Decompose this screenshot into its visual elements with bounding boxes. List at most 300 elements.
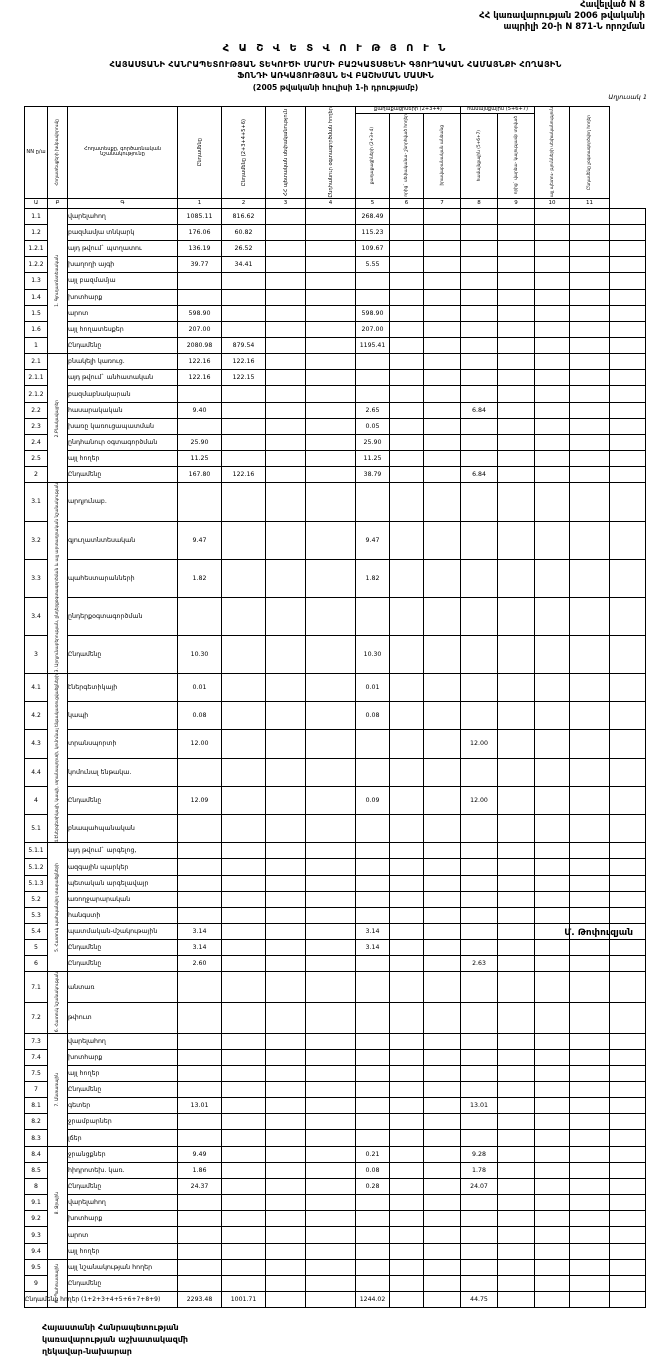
table-row (25, 758, 646, 786)
row-land-type: այլ հողատեսքեր (68, 321, 178, 337)
cell-total: 25.90 (178, 435, 222, 451)
cell-c6 (424, 451, 461, 467)
cell-c3 (306, 758, 356, 786)
cell-c1 (222, 1130, 266, 1146)
cell-c10 (570, 1259, 610, 1275)
cell-c8 (498, 1275, 535, 1291)
cell-c6 (424, 435, 461, 451)
cell-c5 (390, 435, 424, 451)
cell-c6 (424, 224, 461, 240)
cell-c7 (461, 435, 498, 451)
cell-c4: 25.90 (356, 435, 390, 451)
cell-total: 0.01 (178, 673, 222, 701)
cell-c2 (266, 814, 306, 842)
cell-c4: 207.00 (356, 321, 390, 337)
cell-c1 (222, 1211, 266, 1227)
table-row (25, 1082, 646, 1098)
cell-c6 (424, 786, 461, 814)
cell-c2 (266, 1146, 306, 1162)
cell-c9 (535, 559, 570, 597)
cell-c1 (222, 1259, 266, 1275)
cell-c10 (570, 635, 610, 673)
row-number: 2.5 (25, 451, 48, 467)
table-row (25, 597, 646, 635)
cell-c4 (356, 289, 390, 305)
cell-c4 (356, 1049, 390, 1065)
cell-c5 (390, 1114, 424, 1130)
row-number: 2.3 (25, 418, 48, 434)
cell-c1: 816.62 (222, 208, 266, 224)
row-land-type: գյուղատնտեսական (68, 521, 178, 559)
cell-c5 (390, 354, 424, 370)
cell-c6 (424, 257, 461, 273)
cell-c8 (498, 321, 535, 337)
cell-c5 (390, 467, 424, 483)
cell-c6 (424, 418, 461, 434)
grand-total-total: 2293.48 (178, 1291, 222, 1307)
cell-c10 (570, 891, 610, 907)
cell-c9 (535, 467, 570, 483)
cell-c9 (535, 435, 570, 451)
grand-total-c8 (498, 1291, 535, 1307)
cell-c3 (306, 370, 356, 386)
cell-c5 (390, 451, 424, 467)
cell-c4: 11.25 (356, 451, 390, 467)
cell-c1: 34.41 (222, 257, 266, 273)
cell-c9 (535, 597, 570, 635)
cell-c8 (498, 1065, 535, 1081)
cell-total (178, 891, 222, 907)
group-label-text: 6. Հատուկ նշանակության (55, 972, 60, 1033)
table-row (25, 273, 646, 289)
cell-c5 (390, 289, 424, 305)
cell-total: 1.86 (178, 1162, 222, 1178)
cell-c4 (356, 386, 390, 402)
row-land-type: Ընդամենը (68, 467, 178, 483)
cell-c2 (266, 1114, 306, 1130)
table-row (25, 1114, 646, 1130)
cell-c11 (610, 758, 646, 786)
table-row (25, 354, 646, 370)
row-number: 2.4 (25, 435, 48, 451)
row-number: 8.3 (25, 1130, 48, 1146)
row-number: 1.2 (25, 224, 48, 240)
cell-c8 (498, 1002, 535, 1033)
cell-c1 (222, 521, 266, 559)
cell-c11 (610, 908, 646, 924)
cell-c10 (570, 273, 610, 289)
cell-c8 (498, 208, 535, 224)
cell-c7 (461, 940, 498, 956)
cell-c6 (424, 1211, 461, 1227)
cell-c10 (570, 875, 610, 891)
cell-c1: 122.16 (222, 467, 266, 483)
cell-c1 (222, 875, 266, 891)
col-header-community-group (461, 107, 535, 114)
cell-c10 (570, 559, 610, 597)
row-land-type: ջրանցքներ (68, 1146, 178, 1162)
cell-c6 (424, 891, 461, 907)
cell-c7 (461, 208, 498, 224)
cell-c5 (390, 814, 424, 842)
cell-c5 (390, 1002, 424, 1033)
cell-c10 (570, 1114, 610, 1130)
cell-c5 (390, 730, 424, 758)
cell-c2 (266, 257, 306, 273)
cell-c7 (461, 972, 498, 1003)
row-number: 8.5 (25, 1162, 48, 1178)
units-label: Աղյուսակ 1 (608, 93, 647, 101)
row-land-type: խոտհարք (68, 1049, 178, 1065)
cell-c4: 0.05 (356, 418, 390, 434)
cell-c10 (570, 257, 610, 273)
cell-c3 (306, 208, 356, 224)
col-header-no-label: NN ը/ա (26, 148, 46, 155)
cell-c3 (306, 1002, 356, 1033)
row-number: 4.2 (25, 702, 48, 730)
cell-c9 (535, 354, 570, 370)
cell-c11 (610, 1162, 646, 1178)
cell-total (178, 1211, 222, 1227)
col-header-private-label: քաղաքացիների (2+3+4) (374, 106, 442, 112)
cell-c9 (535, 859, 570, 875)
land-fund-table (24, 106, 646, 1308)
cell-total: 12.09 (178, 786, 222, 814)
cell-c5 (390, 786, 424, 814)
cell-c10 (570, 1227, 610, 1243)
cell-c5 (390, 418, 424, 434)
header-row-group (25, 107, 646, 114)
cell-c10 (570, 1130, 610, 1146)
cell-c4: 1.82 (356, 559, 390, 597)
colnum-4: 2 (222, 198, 266, 208)
cell-c1 (222, 451, 266, 467)
row-land-type: հիդրոտեխ. կառ. (68, 1162, 178, 1178)
cell-c4 (356, 1259, 390, 1275)
cell-c10 (570, 956, 610, 972)
row-land-type: թփուտ (68, 1002, 178, 1033)
cell-c2 (266, 730, 306, 758)
cell-c8 (498, 354, 535, 370)
cell-c5 (390, 1259, 424, 1275)
row-number: 1.3 (25, 273, 48, 289)
cell-c4: 9.47 (356, 521, 390, 559)
cell-c1 (222, 1146, 266, 1162)
cell-c6 (424, 1195, 461, 1211)
cell-c6 (424, 924, 461, 940)
cell-c10 (570, 1065, 610, 1081)
table-row (25, 435, 646, 451)
cell-c5 (390, 208, 424, 224)
col-header-name-label: Հողատեսքը, գործառնական նշանակությունը (83, 145, 162, 158)
colnum-11: 9 (498, 198, 535, 208)
col-header-c1-label: Ընդամենը (2+3+4+5+6) (240, 118, 247, 186)
cell-c1 (222, 1162, 266, 1178)
row-number: 9.3 (25, 1227, 48, 1243)
cell-c9 (535, 386, 570, 402)
cell-c1 (222, 673, 266, 701)
cell-c8 (498, 338, 535, 354)
cell-c7: 13.01 (461, 1098, 498, 1114)
row-number: 7.2 (25, 1002, 48, 1033)
cell-c8 (498, 559, 535, 597)
cell-c5 (390, 972, 424, 1003)
cell-c4: 109.67 (356, 240, 390, 256)
grand-total-c6 (424, 1291, 461, 1307)
cell-c10 (570, 240, 610, 256)
cell-c11 (610, 521, 646, 559)
cell-c6 (424, 370, 461, 386)
row-land-type: արոտ (68, 1227, 178, 1243)
cell-c4: 268.49 (356, 208, 390, 224)
table-row (25, 559, 646, 597)
row-land-type: խառը կառուցապատման (68, 418, 178, 434)
cell-c9 (535, 418, 570, 434)
cell-c11 (610, 1002, 646, 1033)
grand-total-c1: 1001.71 (222, 1291, 266, 1307)
cell-c5 (390, 370, 424, 386)
cell-c9 (535, 730, 570, 758)
cell-c8 (498, 451, 535, 467)
cell-c11 (610, 1065, 646, 1081)
cell-c3 (306, 467, 356, 483)
cell-c1 (222, 597, 266, 635)
col-header-c3-label: Ընդհանուր օգտագործման հողեր (327, 107, 334, 198)
cell-c5 (390, 908, 424, 924)
cell-c1 (222, 559, 266, 597)
cell-c3 (306, 1033, 356, 1049)
grand-total-c3 (306, 1291, 356, 1307)
grand-total-c2 (266, 1291, 306, 1307)
cell-c8 (498, 972, 535, 1003)
cell-c9 (535, 370, 570, 386)
col-header-c7-label: համայնքային (5+6+7) (476, 129, 482, 182)
cell-c8 (498, 1227, 535, 1243)
cell-c4 (356, 875, 390, 891)
document-subtitle-1: ՀԱՅԱՍՏԱՆԻ ՀԱՆՐԱՊԵՏՈՒԹՅԱՆ ՏԵԿՈՒԾԻ ՄԱՐՄԻ ԲԱԶԿԱՏՍՑԵՆԻ ԳՅՈՒՂԱԿԱՆ ՀԱՄԱՅՆՔԻ ՀՈՂԱՅԻՆ (109, 59, 562, 69)
cell-c7 (461, 305, 498, 321)
cell-c1 (222, 730, 266, 758)
cell-c7 (461, 1114, 498, 1130)
row-land-type: պետական արգելավայր (68, 875, 178, 891)
row-land-type: կապի (68, 702, 178, 730)
cell-c7: 6.84 (461, 402, 498, 418)
col-header-community-label: համայնքային (5+6+7) (467, 106, 528, 112)
cell-c9 (535, 338, 570, 354)
footer-line-2: կառավարության աշխատակազմի (42, 1334, 189, 1344)
cell-c1 (222, 1065, 266, 1081)
cell-c9 (535, 1065, 570, 1081)
cell-total (178, 1130, 222, 1146)
cell-c9 (535, 1259, 570, 1275)
cell-c1 (222, 386, 266, 402)
cell-c7 (461, 891, 498, 907)
cell-c9 (535, 1243, 570, 1259)
cell-c5 (390, 1275, 424, 1291)
cell-c1 (222, 786, 266, 814)
cell-c6 (424, 1179, 461, 1195)
cell-c1 (222, 1243, 266, 1259)
cell-c5 (390, 1227, 424, 1243)
cell-c3 (306, 559, 356, 597)
cell-c8 (498, 257, 535, 273)
row-number: 3.2 (25, 521, 48, 559)
row-number: 5.3 (25, 908, 48, 924)
row-land-type: բնապահպանական (68, 814, 178, 842)
cell-c6 (424, 386, 461, 402)
cell-c6 (424, 1082, 461, 1098)
cell-c3 (306, 1243, 356, 1259)
cell-c5 (390, 924, 424, 940)
table-row (25, 1162, 646, 1178)
colnum-0: Ա (25, 198, 48, 208)
cell-c7 (461, 321, 498, 337)
cell-c7 (461, 859, 498, 875)
cell-c7 (461, 224, 498, 240)
cell-c5 (390, 597, 424, 635)
cell-c5 (390, 891, 424, 907)
cell-c7 (461, 1243, 498, 1259)
cell-c9 (535, 956, 570, 972)
cell-c4 (356, 1114, 390, 1130)
cell-c7 (461, 875, 498, 891)
col-header-c6 (424, 113, 461, 198)
cell-c6 (424, 635, 461, 673)
cell-c11 (610, 370, 646, 386)
cell-c2 (266, 289, 306, 305)
cell-c3 (306, 597, 356, 635)
cell-c7 (461, 338, 498, 354)
cell-c10 (570, 451, 610, 467)
cell-c3 (306, 321, 356, 337)
cell-c3 (306, 386, 356, 402)
cell-c5 (390, 338, 424, 354)
cell-c2 (266, 635, 306, 673)
cell-c9 (535, 451, 570, 467)
cell-c4 (356, 273, 390, 289)
cell-c2 (266, 224, 306, 240)
colnum-8: 6 (390, 198, 424, 208)
cell-c4 (356, 956, 390, 972)
cell-c3 (306, 956, 356, 972)
cell-c2 (266, 1259, 306, 1275)
col-header-c7 (461, 113, 498, 198)
row-group-label (48, 1033, 68, 1146)
row-number: 2.1.1 (25, 370, 48, 386)
row-land-type: Ընդամենը (68, 1082, 178, 1098)
table-row (25, 1146, 646, 1162)
cell-c10 (570, 1098, 610, 1114)
cell-total: 207.00 (178, 321, 222, 337)
cell-c9 (535, 786, 570, 814)
row-number: 1.1 (25, 208, 48, 224)
cell-c5 (390, 1195, 424, 1211)
row-group-label (48, 208, 68, 354)
cell-c3 (306, 1195, 356, 1211)
cell-c5 (390, 305, 424, 321)
cell-c4 (356, 1275, 390, 1291)
cell-total (178, 1114, 222, 1130)
group-label-text: 7. Անտառային (55, 1072, 60, 1107)
col-header-total (178, 107, 222, 199)
cell-c8 (498, 1211, 535, 1227)
cell-c1 (222, 1195, 266, 1211)
cell-c7: 24.07 (461, 1179, 498, 1195)
cell-total: 598.90 (178, 305, 222, 321)
title-block (0, 43, 671, 92)
cell-c6 (424, 859, 461, 875)
cell-c5 (390, 1033, 424, 1049)
cell-c9 (535, 1146, 570, 1162)
cell-c6 (424, 559, 461, 597)
table-row (25, 289, 646, 305)
cell-c9 (535, 1211, 570, 1227)
cell-c5 (390, 402, 424, 418)
table-row (25, 1259, 646, 1275)
cell-c4 (356, 1065, 390, 1081)
cell-c10 (570, 1146, 610, 1162)
cell-c11 (610, 875, 646, 891)
cell-total: 12.00 (178, 730, 222, 758)
table-row (25, 1195, 646, 1211)
cell-c11 (610, 814, 646, 842)
row-land-type: այլ հողեր (68, 451, 178, 467)
cell-total: 0.08 (178, 702, 222, 730)
cell-c3 (306, 843, 356, 859)
cell-c3 (306, 891, 356, 907)
row-land-type: Ընդամենը (68, 940, 178, 956)
cell-c9 (535, 273, 570, 289)
cell-c2 (266, 240, 306, 256)
row-group-label (48, 1146, 68, 1259)
cell-c1 (222, 483, 266, 521)
row-group-label (48, 843, 68, 972)
grand-total-c4: 1244.02 (356, 1291, 390, 1307)
cell-c10 (570, 843, 610, 859)
cell-c10 (570, 1002, 610, 1033)
cell-c7 (461, 1002, 498, 1033)
cell-c8 (498, 418, 535, 434)
row-number: 6 (25, 956, 48, 972)
colnum-6: 4 (306, 198, 356, 208)
cell-c7 (461, 521, 498, 559)
cell-c9 (535, 1275, 570, 1291)
cell-c2 (266, 1227, 306, 1243)
cell-c7 (461, 240, 498, 256)
cell-total: 122.16 (178, 354, 222, 370)
col-header-c3 (306, 107, 356, 199)
cell-c2 (266, 338, 306, 354)
table-row (25, 451, 646, 467)
row-land-type: Ընդամենը (68, 1179, 178, 1195)
cell-total (178, 1243, 222, 1259)
cell-c5 (390, 559, 424, 597)
cell-c6 (424, 305, 461, 321)
cell-c2 (266, 673, 306, 701)
cell-c9 (535, 940, 570, 956)
cell-c10 (570, 1162, 610, 1178)
row-land-type: Ընդամենը (68, 1275, 178, 1291)
cell-c6 (424, 1162, 461, 1178)
cell-c2 (266, 273, 306, 289)
cell-total: 24.37 (178, 1179, 222, 1195)
cell-c3 (306, 875, 356, 891)
cell-c9 (535, 521, 570, 559)
cell-c1 (222, 1049, 266, 1065)
cell-c10 (570, 673, 610, 701)
cell-c11 (610, 257, 646, 273)
row-land-type: այդ թվում` պտղատու (68, 240, 178, 256)
